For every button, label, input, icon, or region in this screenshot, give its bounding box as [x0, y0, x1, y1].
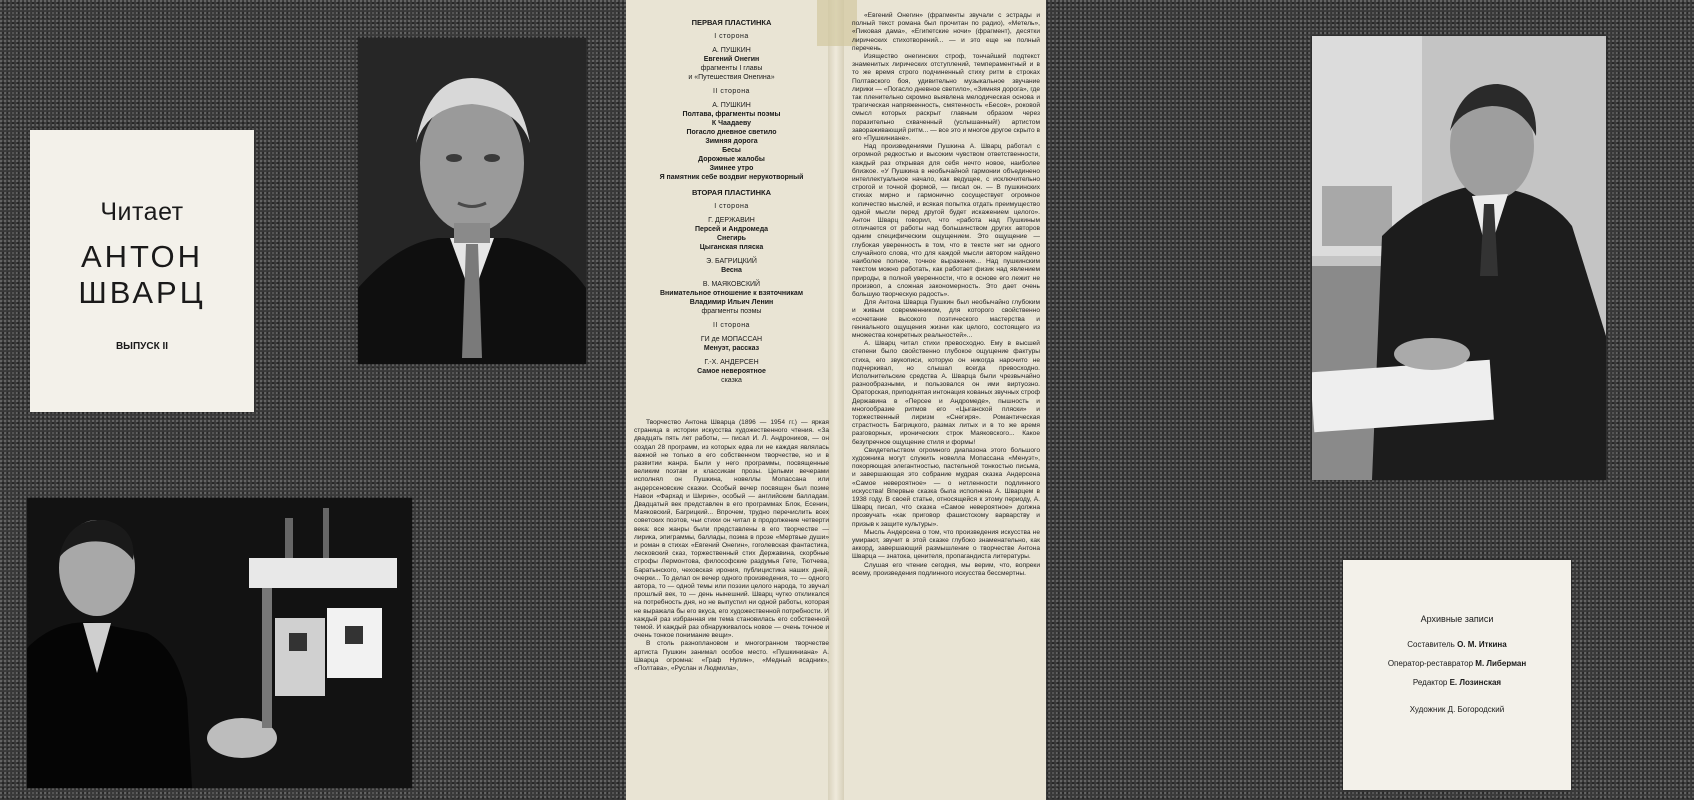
track-author: А. ПУШКИН	[712, 102, 751, 109]
track-title: Погасло дневное светило	[686, 129, 777, 136]
credit-value: М. Либерман	[1475, 659, 1527, 668]
track-subtitle: фрагменты поэмы	[701, 308, 762, 315]
essay-paragraph: А. Шварц читал стихи превосходно. Ему в высшей степени было свойственно глубокое ощущение фактуры стиха, его звукописи, которую он никогда нарочито не подчеркивал, но слышал всегда превосходно. Исполнительские средства А. Шварца были чрезвычайно разнообразными, и пользовался он ими виртуозно. Ораторская, приподнятая интонация кованых звучных строф Державина в «Персее и Андромеде», пышность и многообразие ритмов его «Цыганской пляски» и торжественный лиризм «Снегиря». Романтическая страстность Багрицкого, размах литых и в то же время разговорных, иронических строк Маяковского... Какое безупречное ощущение стиля и формы!	[852, 340, 1040, 446]
track-title: Снегирь	[717, 235, 746, 242]
essay-paragraph: Для Антона Шварца Пушкин был необычайно глубоким и живым современником, для которого свойственно «сочетание высокого поэтического мастерства и гениального ощущения жизни как целого, состоящего из множества конкретных реальностей»...	[852, 299, 1040, 339]
track-author: Г.-Х. АНДЕРСЕН	[704, 359, 759, 366]
track-title: Зимнее утро	[709, 165, 754, 172]
essay-left	[634, 419, 829, 673]
disc2-side2: II сторона	[713, 322, 750, 329]
credit-restorer	[1343, 659, 1571, 668]
track-title: К Чаадаеву	[711, 120, 752, 127]
performer-name	[30, 239, 254, 311]
track-author: В. МАЯКОВСКИЙ	[702, 281, 761, 288]
track-subtitle: фрагменты I главы	[700, 65, 763, 72]
track-author: Э. БАГРИЦКИЙ	[706, 258, 757, 265]
credit-value: Е. Лозинская	[1449, 678, 1502, 687]
track-title: Самое невероятное	[697, 368, 766, 375]
track-title: Владимир Ильич Ленин	[689, 299, 774, 306]
disc1-side2: II сторона	[713, 88, 750, 95]
essay-paragraph: Творчество Антона Шварца (1896 — 1954 гг.) — яркая страница в истории искусства художественного чтения. «За двадцать пять лет работы, — писал И. Л. Андроников, — он создал 28 программ, из которых едва ли не каждая являлась важной не только в его собственном творчестве, но и в развитии жанра. Были у него программы, посвященные великим поэтам и классикам прозы. Целыми вечерами исполнял он Пушкина, новеллы Мопассана или андерсеновские сказки. Особый вечер посвящен был поэме Навои «Фархад и Ширин», особый — английским балладам. Двадцатый век представлен в его программах Блок, Есенин, Маяковский, Багрицкий... Впрочем, трудно перечислить всех советских поэтов, чьи стихи он читал в продолжение четверти века: все жанры были представлены в его творчестве — лирика, эпиграммы, баллады, поэма в прозе «Мертвые души» и роман в стихах «Евгений Онегин», гоголевская фантастика, лесковский сказ, торжественный стих Державина, скорбные строфы Лермонтова, философские раздумья Гете, Тютчева, Баратынского, чеховская ирония, публицистика наших дней, очерки... То делал он вечер одного произведения, то — одного автора, то — одной темы или поэзии целого народа, то звучал прошлый век, то — день нынешний. Шварц чутко откликался на потребность дня, но не выпустил ни одной работы, которая не выражала бы его вкуса, его художественной потребности. И каждый раз избранная им тема становилась его собственной темой. И каждый раз обнаруживалось новое — очень точное и очень тонкое понимание вещи».	[634, 419, 829, 640]
track-title: Дорожные жалобы	[698, 156, 765, 163]
track-title: Бесы	[722, 147, 741, 154]
booklet	[626, 0, 1046, 800]
track-title: Весна	[721, 267, 742, 274]
essay-paragraph: Слушая его чтение сегодня, мы верим, что, вопреки всему, произведения подлинного искусства бессмертны.	[852, 561, 1040, 577]
essay-paragraph: В столь разноплановом и многогранном творчестве артиста Пушкин занимал особое место. «Пушкиниана» А. Шварца огромна: «Граф Нулин», «Медный всадник», «Полтава», «Руслан и Людмила»,	[634, 640, 829, 673]
portrait-image	[358, 38, 586, 364]
disc2-heading: ВТОРАЯ ПЛАСТИНКА	[691, 188, 772, 197]
track-title: Зимняя дорога	[705, 138, 758, 145]
track-title: Менуэт, рассказ	[703, 345, 760, 352]
performer-name-line2: ШВАРЦ	[78, 275, 206, 310]
credit-label: Оператор-реставратор	[1387, 659, 1474, 668]
track-title: Я памятник себе воздвиг нерукотворный	[659, 174, 804, 181]
portrait-photo-1	[358, 38, 586, 364]
portrait-photo-2	[27, 498, 412, 788]
booklet-right-column	[852, 12, 1040, 578]
credits-card	[1343, 560, 1571, 790]
credit-label: Художник	[1409, 705, 1446, 714]
track-author: А. ПУШКИН	[712, 47, 751, 54]
issue-label: ВЫПУСК II	[115, 341, 169, 352]
essay-right	[852, 12, 1040, 578]
microphone-scene-image	[27, 498, 412, 788]
essay-paragraph: Над произведениями Пушкина А. Шварц работал с огромной редкостью и высоким чувством ответственности, каждый раз открывая для себя нечто новое, наиболее близкое. «У Пушкина в необычайной гармонии объединено интеллектуальное начало, как ведущее, с исключительно строгой и точной формой, — писал он. — В пушкинских стихах мирно и гармонично сосуществует огромное количество мыслей, и всякая попытка отдать преимущество одной мысли перед другой будет искажением целого». Антон Шварц говорил, что «работа над Пушкиным отличается от работы над большинством других авторов одним специфическим ощущением. Это ощущение — глубокая уверенность в том, что в тексте нет ни одного случайного слова, что для каждой мысли автором найдено наиболее полное, точное выражение... Над пушкинским текстом можно работать, как работает физик над явлением природы, в полной уверенности, что в основе его лежит не произвол, а сложная закономерность. Это дает очень большую творческую радость».	[852, 143, 1040, 298]
track-title: Евгений Онегин	[703, 56, 760, 63]
essay-paragraph: Мысль Андерсена о том, что произведения искусства не умирают, звучит в этой сказке глубоко знаменательно, как аккорд, завершающий размышление о творчестве Антона Шварца — знатока, ценителя, пропагандиста литературы.	[852, 528, 1040, 561]
track-title: Персей и Андромеда	[694, 226, 769, 233]
disc2-side1: I сторона	[714, 203, 749, 210]
performer-name-line1: АНТОН	[80, 239, 204, 274]
essay-paragraph: «Евгений Онегин» (фрагменты звучали с эстрады и полный текст романа был прочитан по радио), «Метель», «Пиковая дама», «Египетские ночи» (фрагмент), десятки лирических стихотворений... — и это еще не полный перечень.	[852, 12, 1040, 52]
credit-label: Редактор	[1412, 678, 1448, 687]
track-subtitle: и «Путешествия Онегина»	[688, 74, 775, 81]
reads-label: Читает	[100, 198, 184, 226]
booklet-left-column	[634, 12, 829, 673]
portrait-photo-3	[1312, 36, 1606, 480]
track-title: Внимательное отношение к взяточникам	[659, 290, 804, 297]
disc1-heading: ПЕРВАЯ ПЛАСТИНКА	[691, 18, 772, 27]
track-title: Полтава, фрагменты поэмы	[682, 111, 781, 118]
track-subtitle: сказка	[721, 377, 742, 384]
essay-paragraph: Изящество онегинских строф, тончайший подтекст знаменитых лирических отступлений, темпераментный и в то же время строго подчиненный стиху ритм в строках Полтавского боя, удивительно музыкальное звучание лирики — «Погасло дневное светило», «Зимняя дорога», где так пленительно скромно выявлена мелодическая основа и трагическая напряженность, смятенность «Бесов», роковой смысл которых раскрыт главным образом через поразительно схваченный (услышанный!) артистом завораживающий ритм... — все это и многое другое скрыто в его «Пушкиниане».	[852, 53, 1040, 143]
track-author: ГИ де МОПАССАН	[700, 336, 763, 343]
title-card	[30, 130, 254, 412]
credit-value: Д. Богородский	[1447, 705, 1505, 714]
credits-heading: Архивные записи	[1420, 614, 1494, 624]
credit-label: Составитель	[1407, 640, 1455, 649]
essay-paragraph: Свидетельством огромного диапазона этого большого художника могут служить новелла Мопассана «Менуэт», покоряющая элегантностью, пастельной тонкостью письма, и завершающая это собрание мудрая сказка Андерсена «Самое невероятное» — о нетленности подлинного искусства! Впервые сказка была исполнена А. Шварцем в 1938 году. В своей статье, относящейся к этому периоду, А. Шварц писал, что сказка «Самое невероятное» должна прозвучать «как приговор фашистскому варварству и призыв к защите культуры».	[852, 446, 1040, 528]
credit-editor	[1343, 678, 1571, 687]
desk-scene-image	[1312, 36, 1606, 480]
credit-compiler	[1343, 640, 1571, 649]
credit-value: О. М. Иткина	[1457, 640, 1507, 649]
disc1-side1: I сторона	[714, 33, 749, 40]
track-title: Цыганская пляска	[699, 244, 764, 251]
booklet-fold	[828, 0, 844, 800]
track-author: Г. ДЕРЖАВИН	[708, 217, 755, 224]
credit-artist	[1343, 705, 1571, 714]
